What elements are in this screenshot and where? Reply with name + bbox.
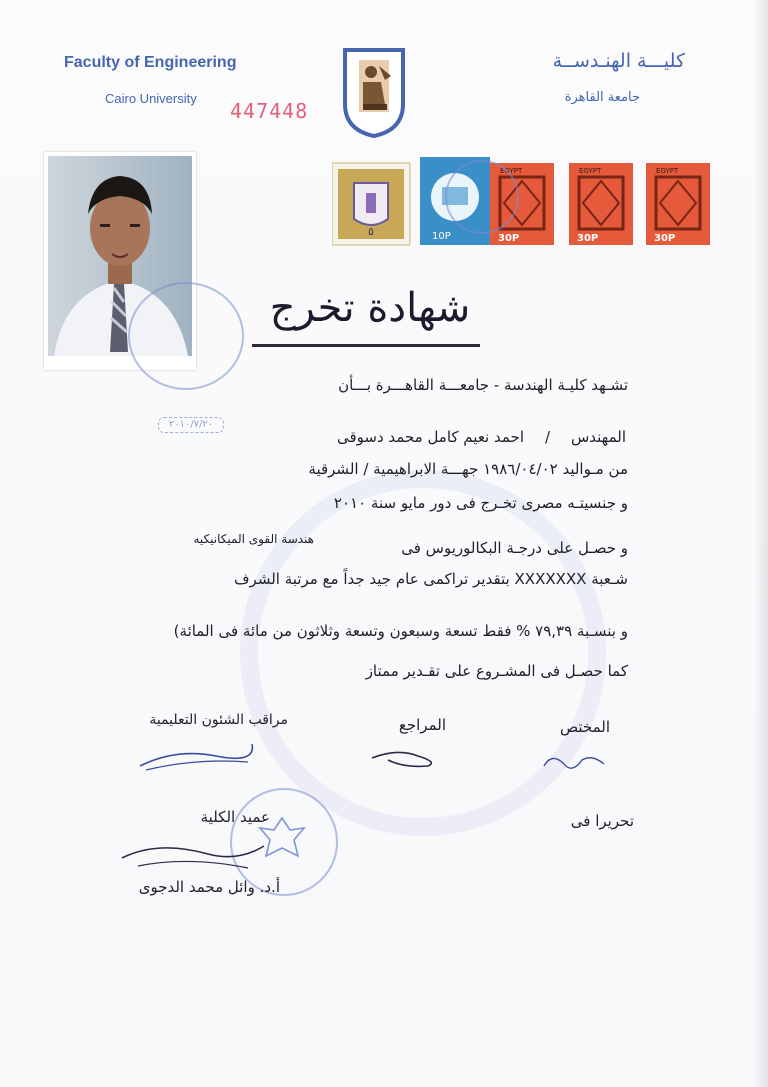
title-underline: [252, 344, 480, 347]
revenue-blue-value: 10P: [432, 231, 451, 242]
red-stamp-2-icon: [569, 163, 633, 245]
university-name-en: Cairo University: [105, 91, 197, 106]
seal-over-photo: [128, 282, 244, 390]
reviewer-label: المراجع: [398, 716, 446, 734]
red-stamp-2-value: 30P: [577, 233, 599, 244]
certificate-line-birth: من مـواليد ١٩٨٦/٠٤/٠٢ جهـــة الابراهيمية / الشرقية: [308, 460, 628, 478]
red-stamp-3-icon: [646, 163, 710, 245]
revenue-stamp-gold-icon: [332, 163, 410, 245]
certificate-line-percentage: و بنسـبة ٧٩,٣٩ % فقط تسعة وسبعون وتسعة وثلاثون من مائة فى المائة): [173, 622, 628, 640]
graduate-name: احمد نعيم كامل محمد دسوقى: [336, 428, 524, 446]
university-crest-icon: [341, 46, 407, 138]
reviewer-signature-icon: [368, 742, 448, 770]
specialist-label: المختص: [560, 718, 610, 736]
dean-title: عميد الكلية: [200, 808, 270, 826]
red-stamp-3-label: EGYPT: [656, 167, 679, 175]
serial-number: 447448: [230, 99, 309, 123]
reference-stamp: ٢٠١٠/٧/٢٠: [158, 417, 224, 433]
red-stamp-1-icon: [490, 163, 554, 245]
dean-signature-icon: [118, 836, 268, 876]
red-stamp-1-value: 30P: [498, 233, 520, 244]
red-stamp-1-label: EGYPT: [500, 167, 523, 175]
faculty-name-en: Faculty of Engineering: [64, 54, 237, 71]
certificate-line-degree: و حصـل على درجـة البكالوريوس فى: [401, 539, 628, 557]
supervisor-label: مراقب الشئون التعليمية: [149, 712, 288, 728]
university-watermark: [240, 470, 606, 836]
certificate-line-project: كما حصـل فى المشـروع على تقـدير ممتاز: [365, 662, 628, 680]
page-edge-shadow: [754, 0, 768, 1087]
engineer-label: المهندس: [570, 428, 626, 446]
revenue-stamp-blue-icon: [420, 157, 490, 245]
revenue-stamps: [332, 157, 717, 252]
certificate-line-1: تشـهد كليـة الهندسة - جامعـــة القاهـــرة بـــأن: [338, 376, 628, 394]
certificate-line-grade: شـعبة XXXXXXX بتقدير تراكمى عام جيد جداً مع مرتبة الشرف: [234, 570, 628, 588]
revenue-left-value: ٥: [368, 225, 374, 238]
department-name: هندسة القوى الميكانيكيه: [193, 532, 314, 546]
certificate-title: شهادة تخرج: [269, 285, 471, 331]
university-name-ar: جامعة القاهرة: [564, 90, 640, 105]
red-stamp-3-value: 30P: [654, 233, 676, 244]
certificate-line-nationality: و جنسيتـه مصرى تخـرج فى دور مايو سنة ٢٠١٠: [333, 494, 628, 512]
supervisor-signature-icon: [136, 738, 256, 772]
faculty-name-ar: كليـــة الهنـدســة: [552, 50, 685, 72]
engineer-separator: /: [544, 428, 550, 446]
red-stamp-2-label: EGYPT: [579, 167, 602, 175]
specialist-signature-icon: [538, 748, 610, 776]
dean-name: أ.د. وائل محمد الدجوى: [138, 878, 280, 896]
written-in-label: تحريرا فى: [570, 812, 634, 830]
